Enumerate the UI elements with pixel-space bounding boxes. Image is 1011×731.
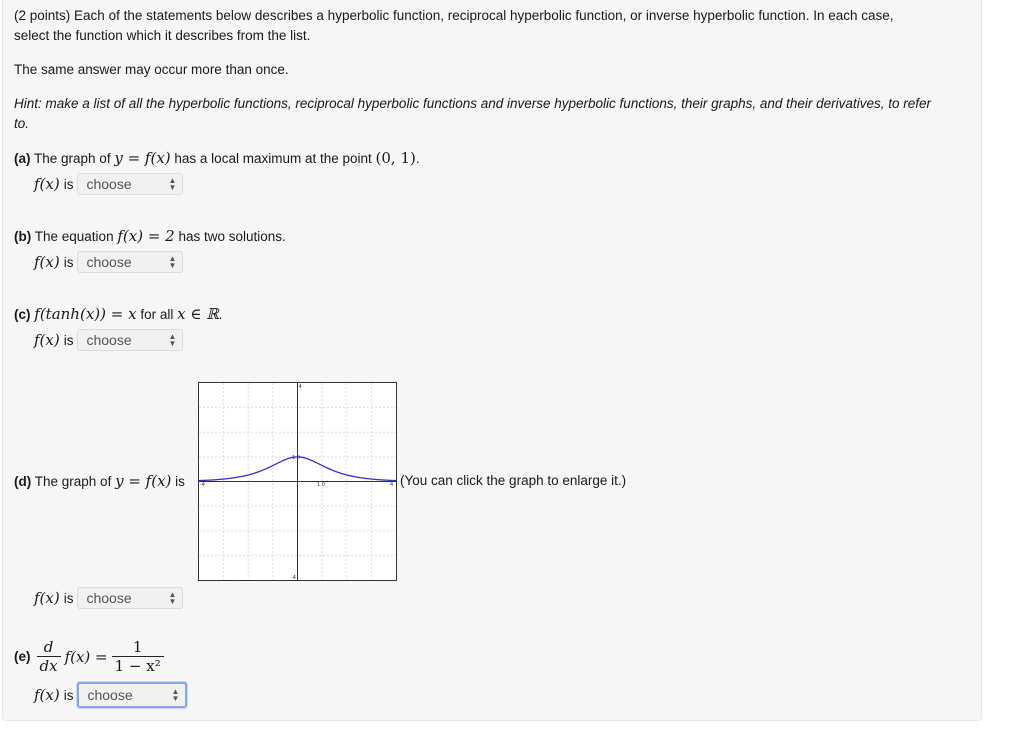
hint-text: Hint: make a list of all the hyperbolic functions, reciprocal hyperbolic functions and inverse hyperbolic functions, their graphs, and their derivatives, to refer to.: [14, 96, 931, 131]
graph-svg: [199, 383, 396, 580]
part-c-statement: (c) f(tanh(x)) = x for all x ∈ ℝ.: [14, 305, 223, 323]
part-b-statement: (b) The equation f(x) = 2 has two solutions.: [14, 227, 286, 245]
part-d-answer-row: f(x) is choose ▲ ▼: [34, 586, 183, 610]
part-e-statement: (e) $\frac{d}{dx}$ f(x) = $\frac{1}{\text{1 − x²}}$: [14, 638, 164, 675]
part-b-select[interactable]: choose ▲ ▼: [77, 251, 183, 273]
select-arrows-icon: ▲ ▼: [168, 254, 177, 270]
graph-enlarge-note: (You can click the graph to enlarge it.): [400, 473, 627, 488]
y-min-label: -4: [291, 575, 296, 580]
part-d-statement: (d) The graph of y = f(x) is: [14, 472, 185, 490]
x-min-label: -4: [200, 482, 205, 488]
part-e-answer-row: f(x) is choose ▲ ▼: [34, 683, 187, 707]
part-d-select[interactable]: choose ▲ ▼: [77, 587, 183, 609]
part-a-answer-row: f(x) is choose ▲ ▼: [34, 172, 183, 196]
intro-text: (2 points) Each of the statements below describes a hyperbolic function, reciprocal hyperbolic function, or inverse hyperbolic function. In each case, select the function which it describes from the list.: [14, 8, 894, 43]
problem-panel: [2, 0, 982, 721]
x-tick-label: 1.0: [317, 482, 325, 488]
select-arrows-icon: ▲ ▼: [168, 176, 177, 192]
select-arrows-icon: ▲ ▼: [168, 332, 177, 348]
y-max-label: 4: [298, 384, 302, 390]
peak-label: 1.0: [292, 455, 300, 461]
same-answer-note: The same answer may occur more than once.: [14, 62, 289, 77]
part-e-select[interactable]: choose ▲ ▼: [77, 682, 187, 708]
derivative-fraction: $\frac{1}{\text{1 − x²}}$: [112, 638, 164, 675]
select-arrows-icon: ▲ ▼: [171, 687, 180, 703]
part-c-answer-row: f(x) is choose ▲ ▼: [34, 328, 183, 352]
x-max-label: 4: [390, 482, 394, 488]
part-c-select[interactable]: choose ▲ ▼: [77, 329, 183, 351]
part-b-answer-row: f(x) is choose ▲ ▼: [34, 250, 183, 274]
part-a-statement: (a) The graph of y = f(x) has a local maximum at the point (0, 1).: [14, 149, 420, 167]
select-arrows-icon: ▲ ▼: [168, 590, 177, 606]
part-a-select[interactable]: choose ▲ ▼: [77, 173, 183, 195]
function-graph[interactable]: [198, 382, 397, 581]
derivative-operator: $\frac{d}{dx}$: [37, 638, 61, 675]
